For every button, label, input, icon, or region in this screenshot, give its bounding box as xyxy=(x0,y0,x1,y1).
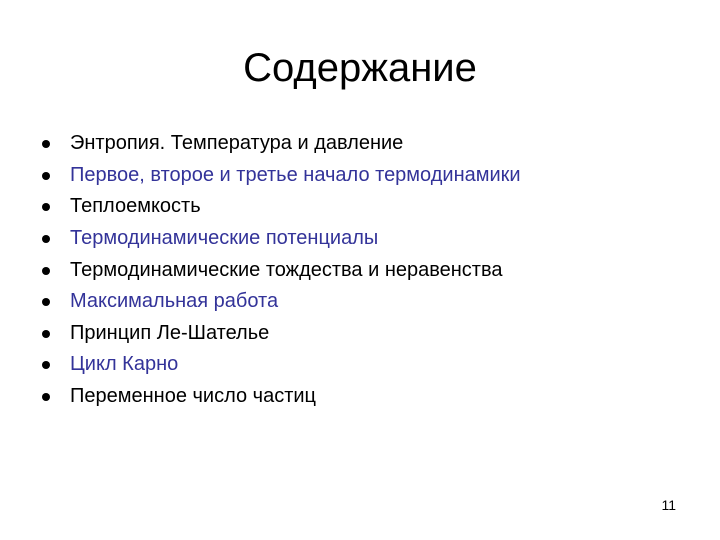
contents-list xyxy=(42,128,521,412)
slide-title xyxy=(0,42,720,94)
bullet-icon xyxy=(42,140,50,148)
bullet-icon xyxy=(42,330,50,338)
list-item xyxy=(42,349,521,381)
list-item xyxy=(42,254,521,286)
list-item-label: Цикл Карно xyxy=(70,353,179,376)
bullet-icon xyxy=(42,203,50,211)
bullet-icon xyxy=(42,298,50,306)
slide-title-text: Содержание xyxy=(243,46,477,90)
list-item-label: Термодинамические тождества и неравенства xyxy=(70,258,503,281)
list-item-label: Принцип Ле-Шателье xyxy=(70,321,270,344)
bullet-icon xyxy=(42,235,50,243)
list-item xyxy=(42,318,521,350)
list-item xyxy=(42,160,521,192)
page-number: 11 xyxy=(661,497,676,513)
list-item xyxy=(42,381,521,413)
list-item xyxy=(42,191,521,223)
bullet-icon xyxy=(42,172,50,180)
list-item-label: Энтропия. Температура и давление xyxy=(70,132,404,155)
list-item-label: Первое, второе и третье начало термодинамики xyxy=(70,163,521,186)
list-item-label: Максимальная работа xyxy=(70,290,279,313)
bullet-icon xyxy=(42,361,50,369)
list-item-label: Теплоемкость xyxy=(70,195,201,218)
bullet-icon xyxy=(42,393,50,401)
list-item-label: Термодинамические потенциалы xyxy=(70,227,379,250)
list-item xyxy=(42,128,521,160)
list-item xyxy=(42,286,521,318)
list-item xyxy=(42,223,521,255)
bullet-icon xyxy=(42,267,50,275)
list-item-label: Переменное число частиц xyxy=(70,385,317,408)
